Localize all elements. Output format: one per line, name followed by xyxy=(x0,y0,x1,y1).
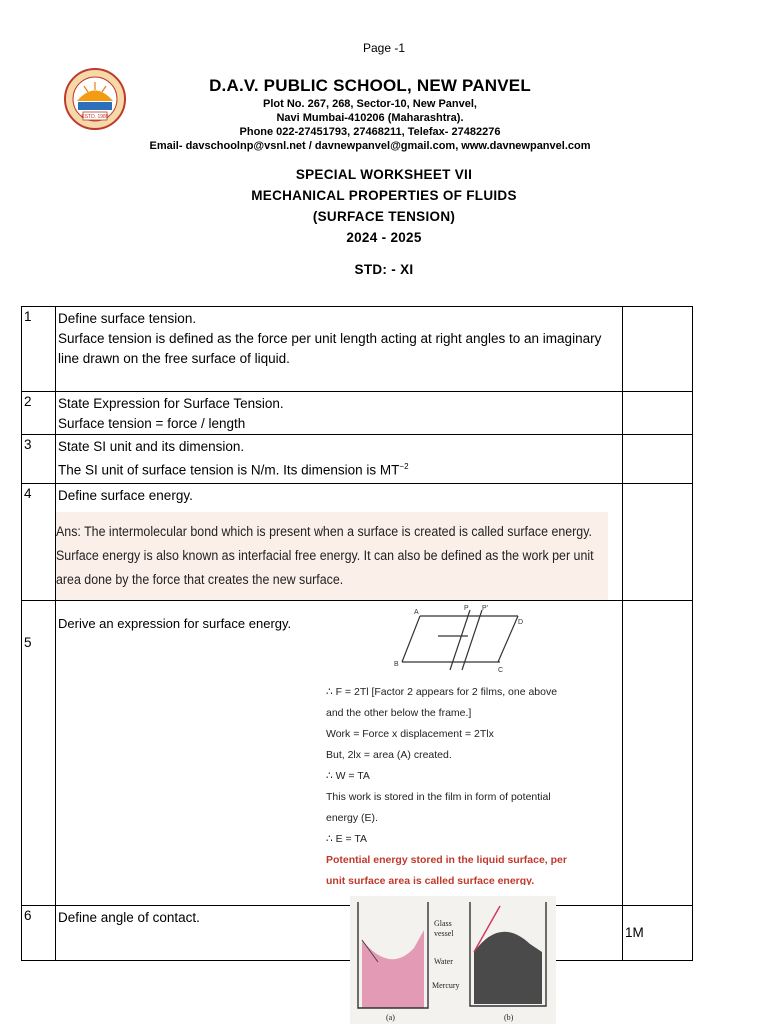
answer-text: Surface tension is defined as the force per unit length acting at right angles to an imaginary line drawn on the free surface of liquid. xyxy=(58,331,602,366)
derivation-line: But, 2lx = area (A) created. xyxy=(326,749,452,761)
worksheet-subject: MECHANICAL PROPERTIES OF FLUIDS xyxy=(251,188,517,203)
contact-angle-figure xyxy=(350,896,556,1024)
question-text: Derive an expression for surface energy. xyxy=(58,616,292,631)
derivation-line: energy (E). xyxy=(326,812,378,824)
svg-text:A: A xyxy=(414,609,419,616)
question-number: 3 xyxy=(22,435,56,484)
answer-text: Ans: The intermolecular bond which is present when a surface is created is called surface energy. Surface energy is also known as interfacial free energy. It can also be defined as the work per unit area done by the force that creates the new surface. xyxy=(56,512,608,600)
question-number: 6 xyxy=(22,906,56,961)
school-phone: Phone 022-27451793, 27468211, Telefax- 27482276 xyxy=(239,126,501,138)
answer-text: The SI unit of surface tension is N/m. Its dimension is $MT^{-2}$ xyxy=(58,462,409,478)
svg-text:D: D xyxy=(518,619,524,626)
answer-text: Surface tension = force / length xyxy=(58,416,246,431)
derivation-line: Work = Force x displacement = 2Tlx xyxy=(326,728,494,740)
svg-text:C: C xyxy=(498,667,504,674)
svg-text:(b): (b) xyxy=(504,1013,514,1022)
svg-text:Mercury: Mercury xyxy=(432,981,460,990)
derivation-line: This work is stored in the film in form of potential xyxy=(326,791,551,803)
svg-text:(a): (a) xyxy=(386,1013,395,1022)
svg-text:vessel: vessel xyxy=(434,929,454,938)
question-number: 2 xyxy=(22,392,56,435)
svg-text:ESTD. 1985: ESTD. 1985 xyxy=(81,114,109,120)
marks-cell xyxy=(623,392,693,435)
question-row xyxy=(22,307,693,392)
question-text: Define surface energy. xyxy=(58,488,193,503)
worksheet-year: 2024 - 2025 xyxy=(346,230,422,245)
derivation-line: ∴ F = 2Tl [Factor 2 appears for 2 films, one above xyxy=(326,686,558,698)
worksheet-title: SPECIAL WORKSHEET VII xyxy=(295,167,473,182)
question-text: State Expression for Surface Tension. xyxy=(58,396,284,411)
derivation-text xyxy=(326,682,616,885)
marks-cell xyxy=(623,435,693,484)
marks-cell xyxy=(623,307,693,392)
marks-cell xyxy=(623,484,693,601)
question-number: 5 xyxy=(22,601,56,906)
derivation-line: ∴ E = TA xyxy=(326,833,368,845)
marks-label: 1M xyxy=(625,925,644,940)
question-number: 4 xyxy=(22,484,56,601)
question-text: Define angle of contact. xyxy=(58,910,200,925)
question-row xyxy=(22,484,693,601)
derivation-line: and the other below the frame.] xyxy=(326,707,472,719)
school-email: Email- davschoolnp@vsnl.net / davnewpanvel@gmail.com, www.davnewpanvel.com xyxy=(149,140,591,152)
worksheet-std: STD: - XI xyxy=(354,262,414,277)
question-text: Define surface tension. xyxy=(58,311,197,326)
question-row xyxy=(22,435,693,484)
question-text: State SI unit and its dimension. xyxy=(58,439,245,454)
svg-text:P': P' xyxy=(482,605,489,612)
worksheet-topic: (SURFACE TENSION) xyxy=(312,209,456,224)
surface-energy-frame-diagram xyxy=(390,604,540,676)
derivation-line: unit surface area is called surface energy. xyxy=(326,875,535,885)
svg-text:Water: Water xyxy=(434,957,453,966)
school-address-line1: Plot No. 267, 268, Sector-10, New Panvel, xyxy=(263,98,477,110)
school-logo xyxy=(64,68,126,130)
question-row xyxy=(22,392,693,435)
svg-text:B: B xyxy=(394,661,399,668)
school-name: D.A.V. PUBLIC SCHOOL, NEW PANVEL xyxy=(209,76,531,95)
svg-text:P: P xyxy=(464,605,469,612)
derivation-line: ∴ W = TA xyxy=(326,770,370,782)
svg-text:Glass: Glass xyxy=(434,919,452,928)
derivation-line: Potential energy stored in the liquid surface, per xyxy=(326,854,567,866)
school-address-line2: Navi Mumbai-410206 (Maharashtra). xyxy=(276,112,464,124)
page-number: Page -1 xyxy=(362,41,406,55)
question-number: 1 xyxy=(22,307,56,392)
marks-cell xyxy=(623,601,693,906)
